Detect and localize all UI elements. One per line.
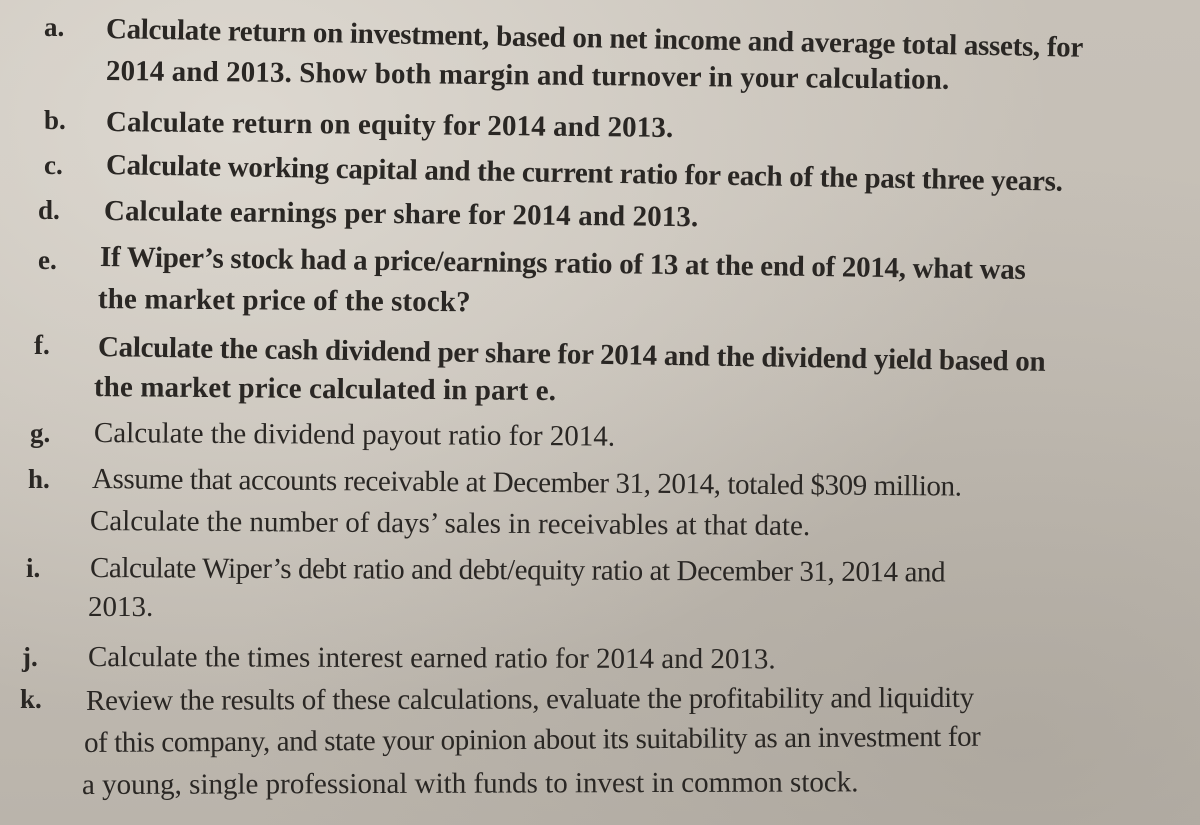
item-letter: e. [38,245,57,275]
item-letter: g. [30,418,51,448]
item-text-line: Calculate working capital and the current ratio for each of the past three years. [105,149,1063,198]
item-text-line: 2014 and 2013. Show both margin and turnover in your calculation. [105,55,950,96]
item-text-line: 2013. [88,591,154,623]
item-letter: b. [44,105,66,135]
item-letter: k. [20,684,42,714]
item-text-line: Calculate the number of days’ sales in receivables at that date. [89,505,811,543]
item-text-line: Calculate return on equity for 2014 and 2013. [105,106,674,144]
item-letter: h. [28,464,50,494]
item-text-line: Calculate Wiper’s debt ratio and debt/equity ratio at December 31, 2014 and [89,552,946,589]
item-letter: c. [44,150,63,180]
item-letter: f. [34,330,50,360]
item-text-line: Calculate the times interest earned ratio for 2014 and 2013. [87,641,776,676]
item-text-line: the market price calculated in part e. [93,371,557,408]
item-text-line: Review the results of these calculations, evaluate the profitability and liquidity [85,681,974,717]
item-text-line: Calculate return on investment, based on net income and average total assets, for [105,13,1084,64]
item-text-line: If Wiper’s stock had a price/earnings ratio of 13 at the end of 2014, what was [99,241,1026,286]
item-letter: d. [38,195,60,225]
item-text-line: of this company, and state your opinion about its suitability as an investment for [83,720,981,759]
item-text-line: Calculate the cash dividend per share for 2014 and the dividend yield based on [97,331,1046,378]
item-text-line: Assume that accounts receivable at December 31, 2014, totaled $309 million. [91,463,962,503]
item-letter: j. [22,642,38,672]
item-text-line: the market price of the stock? [97,283,471,319]
item-text-line: a young, single professional with funds to invest in common stock. [81,766,859,801]
item-letter: i. [26,553,41,583]
item-text-line: Calculate the dividend payout ratio for 2014. [93,417,616,453]
item-text-line: Calculate earnings per share for 2014 and 2013. [103,195,699,234]
item-letter: a. [44,12,65,42]
